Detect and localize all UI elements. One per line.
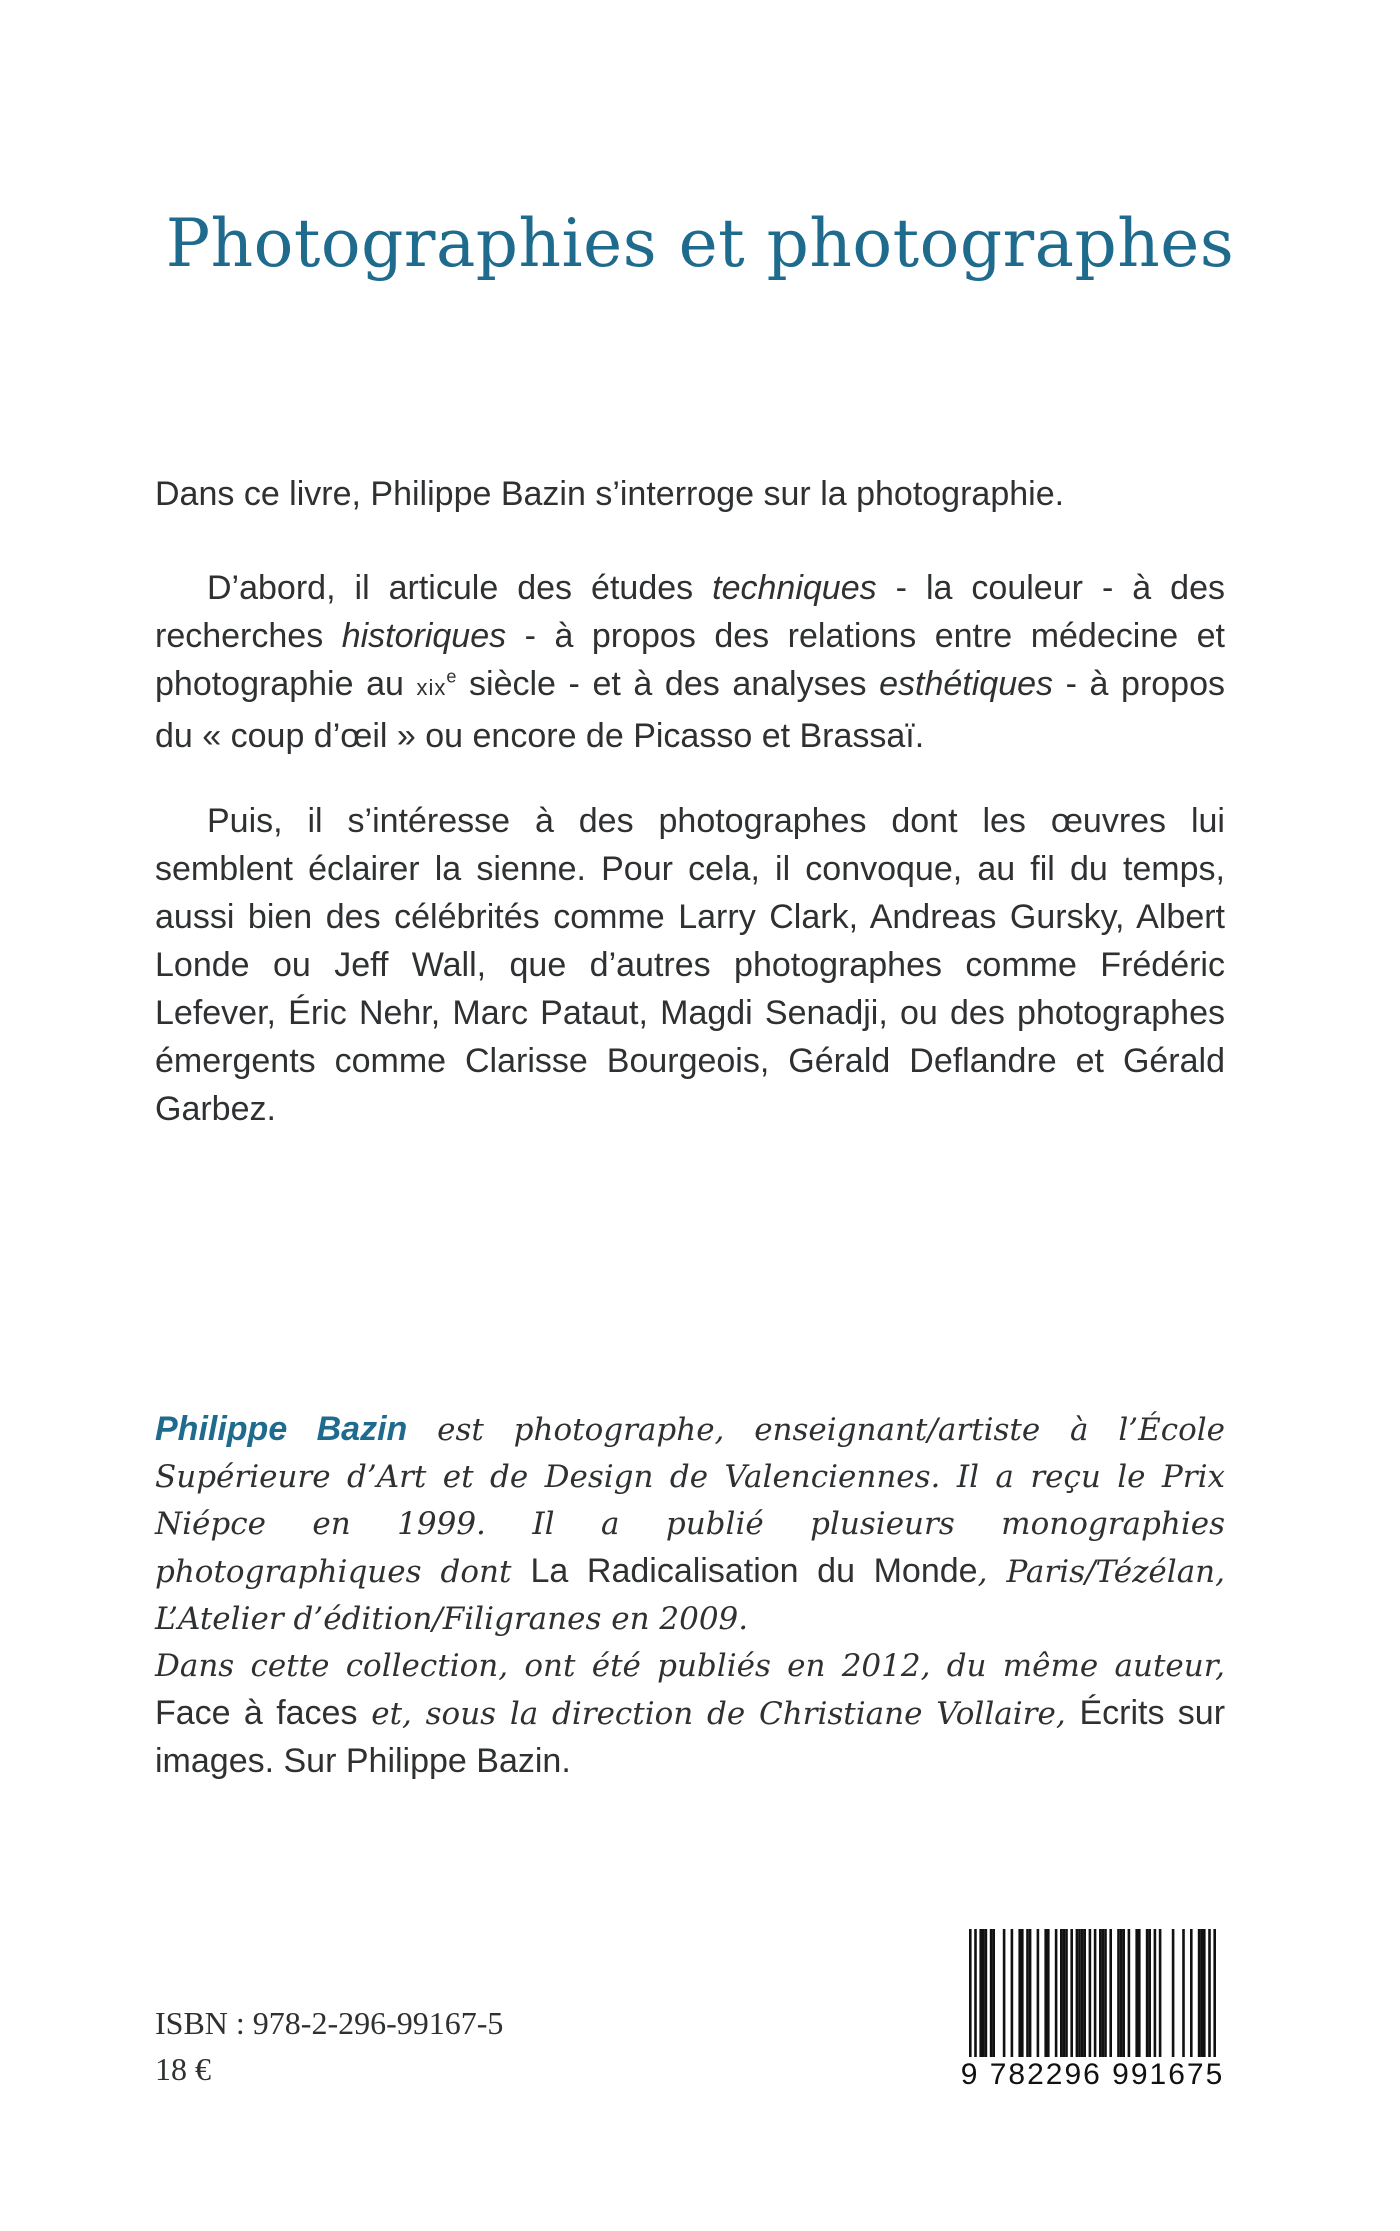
- barcode-bar: [1070, 1929, 1073, 2063]
- barcode-bar: [1094, 1929, 1097, 2063]
- p1-italic-historiques: historiques: [341, 617, 507, 655]
- p1-century: xix: [416, 675, 447, 700]
- bio-book-2: Face à faces: [155, 1694, 358, 1732]
- barcode-bar: [1148, 1929, 1151, 2063]
- description-paragraph-2: Puis, il s’intéresse à des photographes dont les œuvres lui semblent éclairer la sienne. Pour cela, il convoque, au fil du temps, aussi bien des célébrités comme Larry Clark, Andreas Gursky, Albert Londe ou Jeff Wall, que d’autres photographes comme Frédéric Lefever, Éric Nehr, Marc Pataut, Magdi Senadji, ou des photographes émergents comme Clarisse Bourgeois, Gérald Deflandre et Gérald Garbez.: [155, 802, 1225, 1128]
- barcode-bar: [1128, 1929, 1131, 2063]
- bio-text-1: est photographe, enseignant/artiste à l’École Supérieure d’Art et de Design de Valenciennes. Il a reçu le Prix Niépce en 1999. Il a publié plusieurs monographies photographiques dont: [155, 1412, 1225, 1590]
- p1-text-1: D’abord, il articule des études: [207, 569, 713, 607]
- barcode-bar: [1081, 1929, 1084, 2063]
- isbn-label: ISBN : 978-2-296-99167-5: [155, 2005, 504, 2041]
- barcode-bars: [960, 1929, 1225, 2063]
- barcode-bar: [1146, 1929, 1149, 2063]
- barcode-bar: [974, 1929, 977, 2063]
- bio-book-1: La Radicalisation du Monde: [530, 1552, 978, 1590]
- barcode-bar: [1159, 1929, 1162, 2063]
- bio-text-2: , Paris/Tézélan, L’Atelier d’édition/Filigranes en 2009.: [155, 1554, 1225, 1637]
- description-paragraph-1: [155, 564, 1225, 760]
- barcode-bar: [1200, 1929, 1203, 2063]
- barcode-bar: [1065, 1929, 1068, 2063]
- barcode-bar: [1213, 1929, 1216, 2063]
- barcode-bar: [1172, 1929, 1175, 2063]
- barcode: [960, 1929, 1225, 2099]
- barcode-digits: 9 782296 991675: [960, 2058, 1225, 2091]
- barcode-bar: [1055, 1929, 1058, 2063]
- barcode-bar: [1109, 1929, 1112, 2063]
- bio-book-3: Écrits sur images. Sur Philippe Bazin.: [155, 1694, 1226, 1780]
- p1-text-2: - la couleur - à des recherches: [155, 569, 1225, 655]
- barcode-bar: [1003, 1929, 1006, 2063]
- p1-text-4: siècle - et à des analyses: [456, 665, 880, 703]
- barcode-bar: [1021, 1929, 1024, 2063]
- p1-italic-techniques: techniques: [712, 569, 877, 607]
- barcode-bar: [1099, 1929, 1102, 2063]
- barcode-bar: [1208, 1929, 1211, 2063]
- barcode-bar: [982, 1929, 985, 2063]
- barcode-bar: [1190, 1929, 1193, 2063]
- barcode-bar: [1044, 1929, 1047, 2063]
- barcode-bar: [1135, 1929, 1138, 2063]
- barcode-bar: [1120, 1929, 1123, 2063]
- barcode-bar: [1203, 1929, 1206, 2063]
- p1-text-3: - à propos des relations entre médecine et photographie au: [155, 617, 1225, 703]
- barcode-bar: [1154, 1929, 1157, 2063]
- barcode-bar: [1182, 1929, 1185, 2063]
- p1-italic-esthetiques: esthétiques: [879, 665, 1054, 703]
- barcode-bar: [1122, 1929, 1125, 2063]
- barcode-bar: [1029, 1929, 1032, 2063]
- barcode-bar: [1083, 1929, 1086, 2063]
- barcode-bar: [1089, 1929, 1092, 2063]
- barcode-bar: [1060, 1929, 1063, 2063]
- bio-text-4: et, sous la direction de Christiane Vollaire,: [357, 1696, 1080, 1732]
- barcode-bar: [1047, 1929, 1050, 2063]
- barcode-bar: [1078, 1929, 1081, 2063]
- barcode-bar: [1011, 1929, 1014, 2063]
- barcode-bar: [1117, 1929, 1120, 2063]
- price-label: 18 €: [155, 2051, 211, 2087]
- barcode-bar: [1104, 1929, 1107, 2063]
- barcode-bar: [1037, 1929, 1040, 2063]
- intro-paragraph: Dans ce livre, Philippe Bazin s’interroge sur la photographie.: [155, 475, 1065, 513]
- barcode-bar: [969, 1929, 972, 2063]
- barcode-bar: [990, 1929, 993, 2063]
- barcode-bar: [1198, 1929, 1201, 2063]
- barcode-bar: [1063, 1929, 1066, 2063]
- author-bio: [155, 1406, 1225, 1786]
- book-title: Photographies et photographes: [165, 205, 1235, 282]
- barcode-bar: [1102, 1929, 1105, 2063]
- barcode-bar: [1076, 1929, 1079, 2063]
- p1-text-5: - à propos du « coup d’œil » ou encore de Picasso et Brassaï.: [155, 665, 1225, 755]
- bio-text-3: Dans cette collection, ont été publiés en 2012, du même auteur,: [155, 1648, 1225, 1684]
- author-name: Philippe Bazin: [155, 1410, 408, 1448]
- barcode-bar: [1026, 1929, 1029, 2063]
- barcode-bar: [992, 1929, 995, 2063]
- p1-century-suffix: e: [446, 666, 457, 687]
- barcode-bar: [1138, 1929, 1141, 2063]
- barcode-bar: [979, 1929, 982, 2063]
- barcode-bar: [1018, 1929, 1021, 2063]
- barcode-bar: [985, 1929, 988, 2063]
